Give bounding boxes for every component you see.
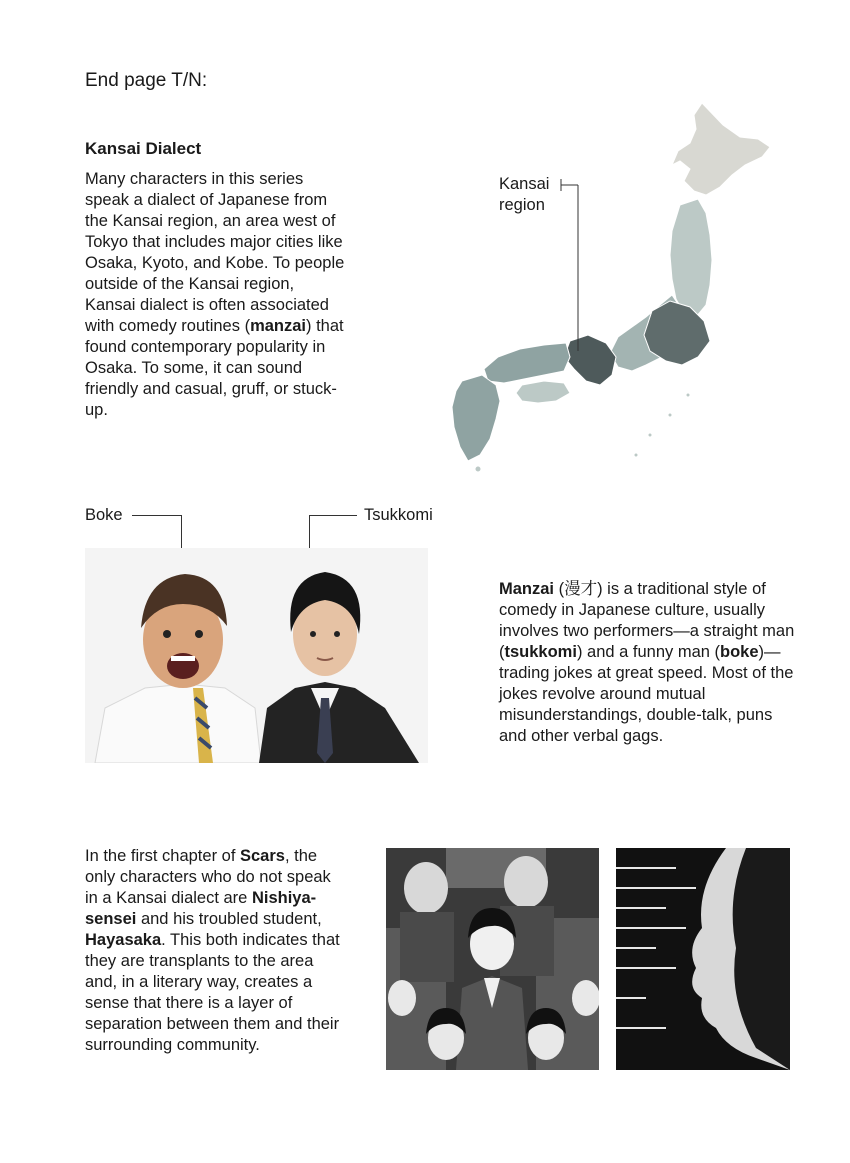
bold-term: manzai	[250, 317, 307, 335]
text-run: ) and a funny man (	[576, 643, 721, 661]
text-run: . This both indicates that they are transplants to the area and, in a literary way, creates a sense that there is a layer of separation between them and their surrounding community.	[85, 931, 340, 1054]
text-run: , the only characters who do not speak in a Kansai dialect are	[85, 847, 331, 907]
section-title-kansai: Kansai Dialect	[85, 139, 202, 158]
text-run: (漫才) is a traditional style of comedy in Japanese culture, usually involves two performers—a straight man (	[499, 580, 795, 661]
text-run: and his troubled student,	[136, 910, 322, 928]
bold-term: tsukkomi	[504, 643, 577, 661]
text-run: ) that found contemporary popularity in Osaka. To some, it can sound friendly and casual, gruff, or stuck-up.	[85, 317, 344, 419]
bold-term: Manzai	[499, 580, 555, 598]
text-run: In the first chapter of	[85, 847, 240, 865]
manga-panel-students	[386, 848, 599, 1070]
boke-leader-h	[132, 515, 182, 516]
map-label-line2: region	[499, 196, 545, 214]
boke-label: Boke	[85, 506, 123, 524]
page-header: End page T/N:	[85, 70, 208, 91]
map-kansai	[564, 335, 616, 385]
map-islands	[668, 413, 672, 417]
map-hokkaido	[672, 103, 770, 195]
bold-term: Nishiya-sensei	[85, 889, 317, 928]
map-islands	[475, 466, 481, 472]
manzai-duo-photo	[85, 548, 428, 763]
map-islands	[634, 453, 638, 457]
kansai-dialect-paragraph	[85, 169, 347, 421]
map-kyushu	[452, 375, 500, 461]
map-islands	[686, 393, 690, 397]
manzai-paragraph	[499, 579, 799, 747]
scars-paragraph	[85, 846, 347, 1056]
bold-term: Hayasaka	[85, 931, 162, 949]
bold-term: boke	[720, 643, 759, 661]
map-shikoku	[516, 381, 570, 403]
text-run: )—trading jokes at great speed. Most of the jokes revolve around mutual misunderstandings, double-talk, puns and other verbal gags.	[499, 643, 794, 745]
text-run: Many characters in this series speak a dialect of Japanese from the Kansai region, an area west of Tokyo that includes major cities like Osaka, Kyoto, and Kobe. To people outside of the Kansai region, Kansai dialect is often associated with comedy routines (	[85, 170, 345, 335]
bold-term: Scars	[240, 847, 285, 865]
tsukkomi-label: Tsukkomi	[364, 506, 433, 524]
map-islands	[648, 433, 652, 437]
manga-panel-profile	[616, 848, 790, 1070]
tsukkomi-leader-h	[309, 515, 357, 516]
map-tohoku	[670, 199, 712, 317]
map-label-kansai	[499, 174, 549, 216]
map-chugoku	[484, 343, 570, 383]
japan-map	[440, 95, 785, 480]
map-label-line1: Kansai	[499, 175, 550, 193]
